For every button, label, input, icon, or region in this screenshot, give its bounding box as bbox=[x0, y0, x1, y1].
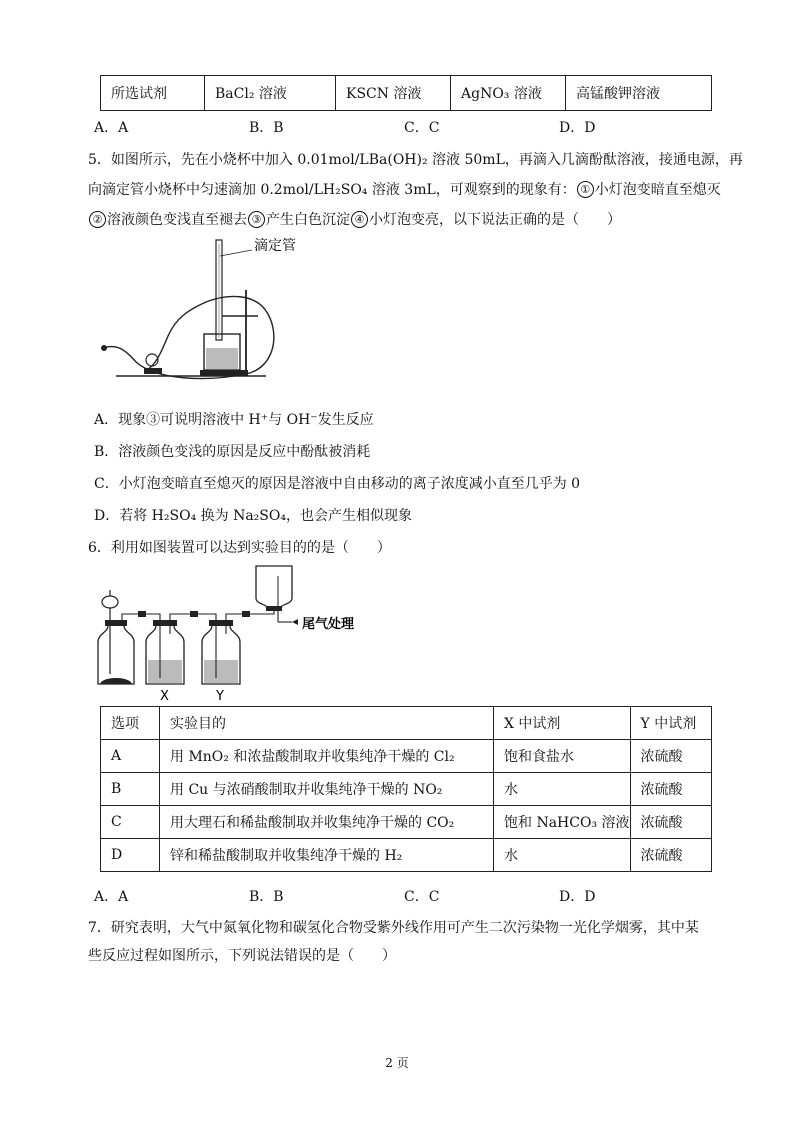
table-cell: 高锰酸钾溶液 bbox=[566, 76, 712, 111]
table-cell: 锌和稀盐酸制取并收集纯净干燥的 H₂ bbox=[160, 839, 494, 872]
option-b[interactable]: B．B bbox=[249, 889, 284, 905]
table-cell: 用 MnO₂ 和浓盐酸制取并收集纯净干燥的 Cl₂ bbox=[160, 740, 494, 773]
table-cell: 水 bbox=[494, 773, 631, 806]
q5-option-b[interactable]: B．溶液颜色变浅的原因是反应中酚酞被消耗 bbox=[94, 444, 371, 460]
table-cell: C bbox=[101, 806, 160, 839]
table-header-cell: 实验目的 bbox=[160, 707, 494, 740]
q6-stem: 6．利用如图装置可以达到实验目的的是（ ） bbox=[88, 540, 391, 556]
table-cell: 浓硫酸 bbox=[630, 773, 711, 806]
table-cell: KSCN 溶液 bbox=[336, 76, 451, 111]
table-header-cell: 选项 bbox=[101, 707, 160, 740]
q6-options bbox=[94, 886, 714, 906]
q6-options-table bbox=[100, 706, 712, 872]
table-cell: AgNO₃ 溶液 bbox=[451, 76, 566, 111]
q7-stem-line2: 些反应过程如图所示，下列说法错误的是（ ） bbox=[88, 948, 396, 964]
bottle-y-label: Y bbox=[216, 689, 224, 704]
table-row bbox=[101, 773, 712, 806]
table-cell: D bbox=[101, 839, 160, 872]
table-cell: A bbox=[101, 740, 160, 773]
table-cell: B bbox=[101, 773, 160, 806]
table-header-row bbox=[101, 707, 712, 740]
table-header-cell: X 中试剂 bbox=[494, 707, 631, 740]
q5-option-c[interactable]: C．小灯泡变暗直至熄灭的原因是溶液中自由移动的离子浓度减小直至几乎为 0 bbox=[94, 476, 581, 492]
q6-apparatus-figure bbox=[92, 562, 382, 704]
option-a[interactable]: A．A bbox=[94, 120, 129, 136]
circled-number-1: ① bbox=[577, 181, 594, 198]
q4-options bbox=[94, 117, 714, 137]
tail-gas-label: 尾气处理 bbox=[302, 617, 355, 632]
phenomenon-1: 小灯泡变暗直至熄灭 bbox=[594, 182, 721, 198]
q5-stem-line3 bbox=[88, 210, 621, 230]
phenomenon-3: 产生白色沉淀 bbox=[266, 212, 350, 228]
q4-reagent-table bbox=[100, 75, 712, 111]
table-cell: 所选试剂 bbox=[101, 76, 205, 111]
q5-stem-line1: 5．如图所示，先在小烧杯中加入 0.01mol/LBa(OH)₂ 溶液 50mL，再滴入几滴酚酞溶液，接通电源，再 bbox=[88, 152, 743, 168]
table-row bbox=[101, 740, 712, 773]
circled-number-4: ④ bbox=[351, 211, 368, 228]
generator-flask-icon bbox=[98, 624, 134, 684]
collecting-bottle-icon bbox=[256, 566, 292, 608]
option-d[interactable]: D．D bbox=[559, 120, 596, 136]
table-cell: 水 bbox=[494, 839, 631, 872]
table-cell: BaCl₂ 溶液 bbox=[205, 76, 336, 111]
option-a[interactable]: A．A bbox=[94, 889, 129, 905]
circled-number-2: ② bbox=[89, 211, 106, 228]
burette-label: 滴定管 bbox=[254, 238, 296, 254]
phenomenon-4: 小灯泡变亮，以下说法正确的是（ ） bbox=[369, 212, 621, 228]
q5-option-a[interactable]: A．现象③可说明溶液中 H⁺与 OH⁻发生反应 bbox=[94, 412, 374, 428]
table-cell: 饱和食盐水 bbox=[494, 740, 631, 773]
option-c[interactable]: C．C bbox=[404, 120, 440, 136]
table-cell: 浓硫酸 bbox=[630, 806, 711, 839]
table-cell: 浓硫酸 bbox=[630, 839, 711, 872]
funnel-icon bbox=[102, 596, 118, 608]
page-number: 2 页 bbox=[385, 1056, 409, 1070]
table-cell: 用大理石和稀盐酸制取并收集纯净干燥的 CO₂ bbox=[160, 806, 494, 839]
q5-apparatus-figure bbox=[96, 236, 296, 386]
table-cell: 饱和 NaHCO₃ 溶液 bbox=[494, 806, 631, 839]
option-d[interactable]: D．D bbox=[559, 889, 596, 905]
table-row bbox=[101, 806, 712, 839]
table-cell: 用 Cu 与浓硝酸制取并收集纯净干燥的 NO₂ bbox=[160, 773, 494, 806]
table-cell: 浓硫酸 bbox=[630, 740, 711, 773]
table-row bbox=[101, 839, 712, 872]
q5-option-d[interactable]: D．若将 H₂SO₄ 换为 Na₂SO₄，也会产生相似现象 bbox=[94, 508, 412, 524]
phenomenon-2: 溶液颜色变浅直至褪去 bbox=[107, 212, 247, 228]
bottle-x-label: X bbox=[160, 689, 169, 704]
q5-stem-text: 向滴定管小烧杯中匀速滴加 0.2mol/LH₂SO₄ 溶液 3mL，可观察到的现象有： bbox=[88, 182, 576, 198]
circled-number-3: ③ bbox=[248, 211, 265, 228]
option-b[interactable]: B．B bbox=[249, 120, 284, 136]
table-header-cell: Y 中试剂 bbox=[630, 707, 711, 740]
table-row bbox=[101, 76, 712, 111]
q7-stem-line1: 7．研究表明，大气中氮氧化物和碳氢化合物受紫外线作用可产生二次污染物一光化学烟雾，其中某 bbox=[88, 920, 699, 936]
q5-stem-line2 bbox=[88, 180, 721, 200]
option-c[interactable]: C．C bbox=[404, 889, 440, 905]
